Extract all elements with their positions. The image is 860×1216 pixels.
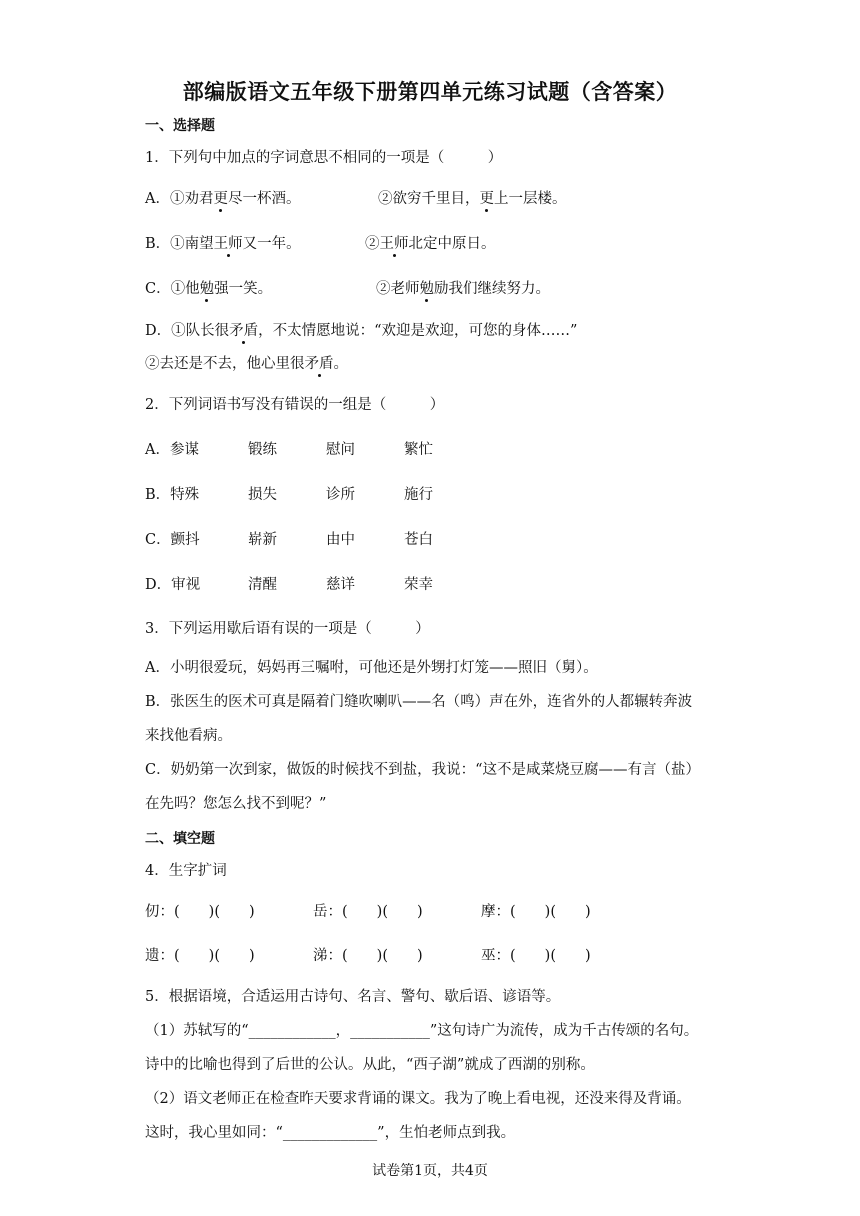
q1c-part3: ②老师: [376, 281, 420, 297]
q3-option-c-line1: C．奶奶第一次到家，做饭的时候找不到盐，我说：“这不是咸菜烧豆腐——有言（盐）: [145, 762, 701, 778]
q2-d-word-3: 荣幸: [404, 577, 433, 593]
page-title: 部编版语文五年级下册第四单元练习试题（含答案）: [182, 80, 678, 104]
q4-item-ren: 仞：( )( ): [145, 904, 255, 920]
q2-c-word-3: 苍白: [404, 532, 433, 548]
q1d2-part1: ②去还是不去，他心里很: [145, 356, 305, 372]
q1c-part4: 励我们继续努力。: [434, 281, 550, 297]
q4-item-yi: 遗：( )( ): [145, 948, 255, 964]
q1c-part2: 强一笑。: [214, 281, 273, 297]
q3-option-a: A．小明很爱玩，妈妈再三嘱咐，可他还是外甥打灯笼——照旧（舅）。: [145, 660, 598, 676]
q5-part2-line1: （2）语文老师正在检查昨天要求背诵的课文。我为了晚上看电视，还没来得及背诵。: [145, 1091, 691, 1107]
q2-a-word-3: 繁忙: [404, 442, 433, 458]
question-1-stem: 1．下列句中加点的字词意思不相同的一项是（ ）: [145, 150, 503, 166]
q4-item-wu: 巫：( )( ): [481, 948, 591, 964]
page-footer: 试卷第1页，共4页: [372, 1163, 488, 1179]
q2-b-word-2: 诊所: [326, 487, 355, 503]
q1-option-a-2: [378, 189, 567, 209]
q4-item-yue: 岳：( )( ): [313, 904, 423, 920]
q2-d-word-2: 慈详: [326, 577, 355, 593]
q1-option-b: [145, 234, 301, 254]
q1a-dotted-1: 更: [213, 191, 228, 207]
q1-option-b-2: [365, 234, 496, 254]
q2-option-d: D．审视: [145, 577, 201, 593]
question-3-stem: 3．下列运用歇后语有误的一项是（ ）: [145, 621, 430, 637]
section-heading-choice: 一、选择题: [145, 118, 215, 134]
q1a-dotted-2: 更: [479, 191, 494, 207]
q5-part1-line2: 诗中的比喻也得到了后世的公认。从此，“西子湖”就成了西湖的别称。: [145, 1057, 595, 1073]
q4-item-mo: 摩：( )( ): [481, 904, 591, 920]
question-4-stem: 4．生字扩词: [145, 863, 227, 879]
q3-option-c-line2: 在先吗？您怎么找不到呢？”: [145, 796, 327, 812]
q2-b-word-3: 施行: [404, 487, 433, 503]
q1d2-dotted: 矛盾: [304, 356, 334, 372]
q1b-dotted-1: 王师: [213, 236, 243, 252]
q2-c-word-2: 由中: [326, 532, 355, 548]
q1b-part2: 又一年。: [242, 236, 301, 252]
q5-part2-line2: 这时，我心里如同：“_____________”，生怕老师点到我。: [145, 1125, 516, 1141]
q4-item-ti: 涕：( )( ): [313, 948, 423, 964]
q1a-part4: 上一层楼。: [494, 191, 567, 207]
q1-option-c: [145, 279, 272, 299]
q1d-dotted-1: 矛盾: [229, 323, 259, 339]
section-heading-fill: 二、填空题: [145, 831, 215, 847]
q1-option-c-2: [376, 279, 550, 299]
q1c-dotted-2: 勉: [419, 281, 434, 297]
q1b-part1: B．①南望: [145, 236, 214, 252]
question-2-stem: 2．下列词语书写没有错误的一组是（ ）: [145, 397, 445, 413]
q3-option-b-line1: B．张医生的医术可真是隔着门缝吹喇叭——名（鸣）声在外，连省外的人都辗转奔波: [145, 694, 693, 710]
q1a-part2: 尽一杯酒。: [227, 191, 301, 207]
q1-option-d: [145, 321, 577, 341]
q2-c-word-1: 崭新: [248, 532, 277, 548]
q1d2-part2: 。: [333, 356, 348, 372]
q2-option-c: C．颤抖: [145, 532, 200, 548]
q1-option-d-line2: [145, 354, 348, 374]
question-5-stem: 5．根据语境，合适运用古诗句、名言、警句、歇后语、谚语等。: [145, 989, 561, 1005]
q2-option-a: A．参谋: [145, 442, 199, 458]
q1-option-a: [145, 189, 300, 209]
q5-part1-line1: （1）苏轼写的“____________，___________”这句诗广为流传，成为千古传颂的名句。: [145, 1023, 699, 1039]
q2-a-word-1: 锻练: [248, 442, 277, 458]
q2-a-word-2: 慰问: [326, 442, 355, 458]
q1b-dotted-2: 王师: [379, 236, 409, 252]
q1c-part1: C．①他: [145, 281, 200, 297]
q1b-part4: 北定中原日。: [408, 236, 496, 252]
q1c-dotted-1: 勉: [199, 281, 215, 297]
q2-d-word-1: 清醒: [248, 577, 277, 593]
q3-option-b-line2: 来找他看病。: [145, 728, 232, 744]
q1b-part3: ②: [365, 236, 380, 252]
q1d-part2: ，不太情愿地说：“欢迎是欢迎，可您的身体……”: [258, 323, 578, 339]
q1a-part3: ②欲穷千里目，: [378, 191, 480, 207]
q1d-part1: D．①队长很: [145, 323, 230, 339]
q2-b-word-1: 损失: [248, 487, 277, 503]
q2-option-b: B．特殊: [145, 487, 200, 503]
q1a-part1: A．①劝君: [145, 191, 214, 207]
